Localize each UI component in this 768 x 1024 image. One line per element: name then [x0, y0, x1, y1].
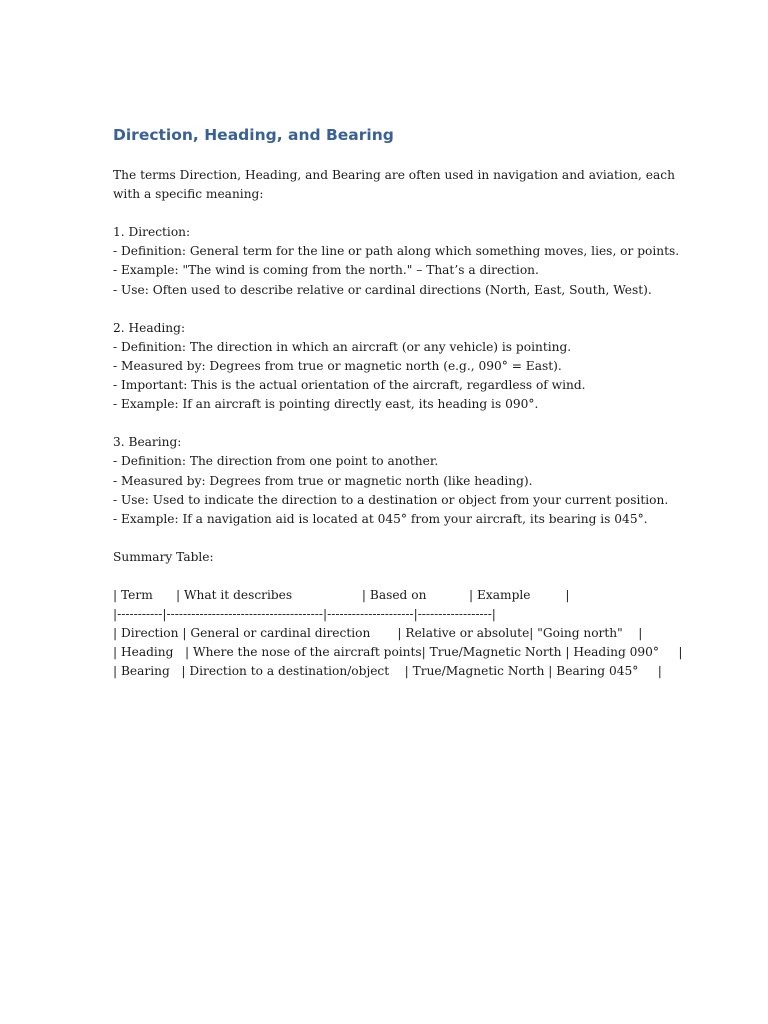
- table-row: | Bearing | Direction to a destination/object | True/Magnetic North | Bearing 045° |: [113, 664, 662, 679]
- document-page: [113, 124, 683, 682]
- section-line: - Definition: General term for the line or path along which something moves, lies, or points.: [113, 244, 680, 259]
- section-line: - Definition: The direction from one point to another.: [113, 454, 439, 469]
- table-row: | Direction | General or cardinal direction | Relative or absolute| "Going north" |: [113, 626, 643, 641]
- section-heading-heading: 2. Heading:: [113, 320, 186, 335]
- intro-line: The terms Direction, Heading, and Bearing are often used in navigation and aviation, each: [113, 168, 675, 182]
- table-header-row: | Term | What it describes | Based on | Example |: [113, 588, 570, 603]
- section-line: - Example: If a navigation aid is located at 045° from your aircraft, its bearing is 045°.: [113, 511, 648, 526]
- section-heading-bearing: 3. Bearing:: [113, 435, 182, 450]
- table-separator-row: |-----------|--------------------------------------|---------------------|------------------|: [113, 607, 496, 622]
- section-line: - Important: This is the actual orientation of the aircraft, regardless of wind.: [113, 378, 586, 393]
- table-row: | Heading | Where the nose of the aircraft points| True/Magnetic North | Heading 090° |: [113, 645, 683, 660]
- section-line: - Measured by: Degrees from true or magnetic north (like heading).: [113, 473, 533, 488]
- document-title: Direction, Heading, and Bearing: [113, 126, 394, 144]
- section-line: - Use: Often used to describe relative or cardinal directions (North, East, South, West).: [113, 282, 652, 297]
- section-heading-direction: 1. Direction:: [113, 225, 191, 240]
- intro-line: with a specific meaning:: [113, 187, 264, 202]
- section-line: - Example: "The wind is coming from the north." – That’s a direction.: [113, 263, 539, 278]
- section-line: - Example: If an aircraft is pointing directly east, its heading is 090°.: [113, 397, 539, 412]
- section-line: - Measured by: Degrees from true or magnetic north (e.g., 090° = East).: [113, 358, 562, 373]
- section-line: - Definition: The direction in which an aircraft (or any vehicle) is pointing.: [113, 339, 572, 354]
- summary-label: Summary Table:: [113, 549, 214, 564]
- section-line: - Use: Used to indicate the direction to a destination or object from your current position.: [113, 492, 669, 507]
